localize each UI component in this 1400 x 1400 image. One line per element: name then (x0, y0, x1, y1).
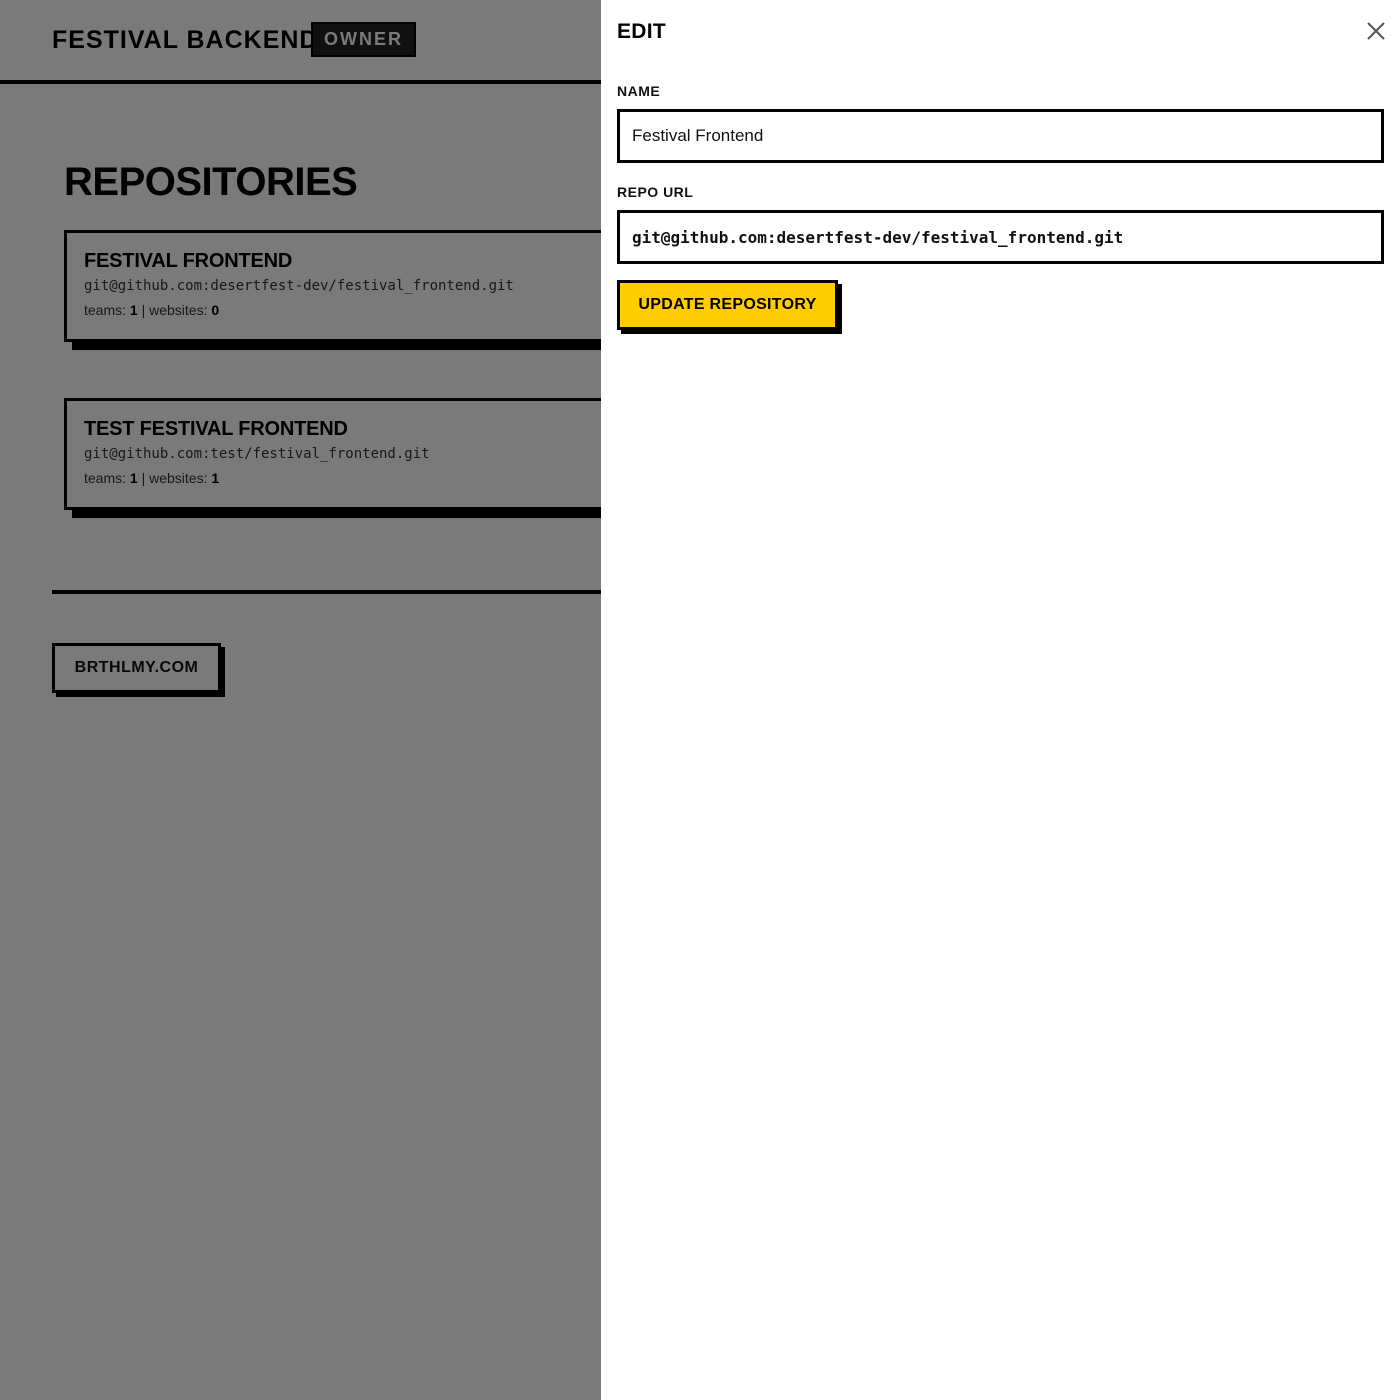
drawer-title: EDIT (617, 20, 667, 43)
close-icon (1365, 20, 1387, 42)
close-button[interactable] (1365, 20, 1387, 42)
name-input[interactable] (617, 109, 1384, 163)
repo-url-input[interactable] (617, 210, 1384, 264)
update-repository-button[interactable]: UPDATE REPOSITORY (617, 280, 838, 330)
name-label: NAME (617, 83, 661, 99)
edit-drawer (601, 0, 1400, 1400)
repo-url-label: REPO URL (617, 184, 694, 200)
